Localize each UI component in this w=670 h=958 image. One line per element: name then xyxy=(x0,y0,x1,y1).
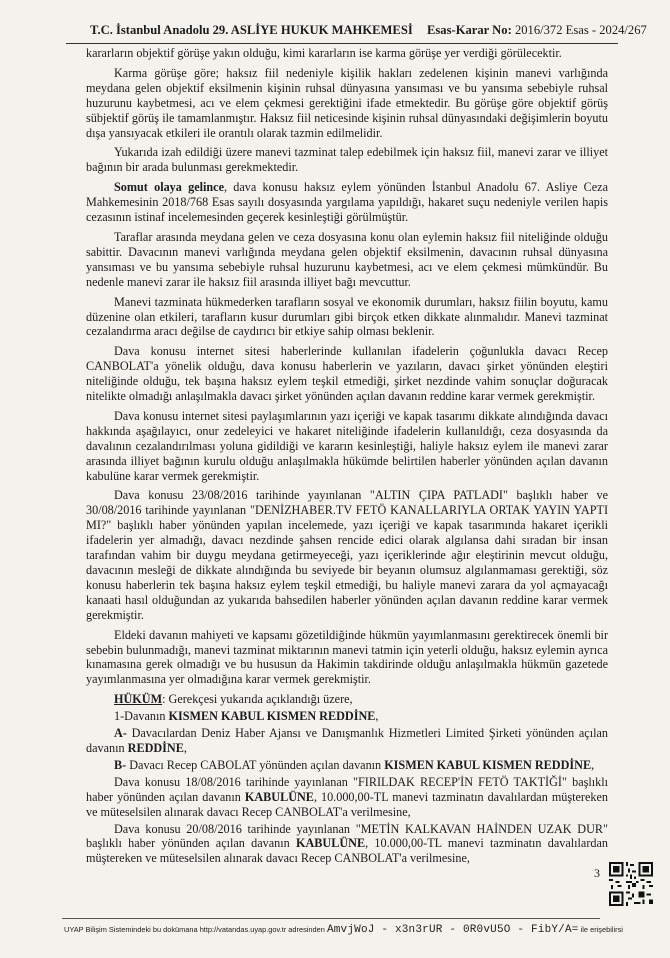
verdict-label: HÜKÜM xyxy=(114,692,163,707)
verdict-item-news-2 xyxy=(86,822,608,867)
paragraph-5: Taraflar arasında meydana gelen ve ceza dosyasına konu olan eylemin haksız fiil niteliğinde olduğu sabittir. Davacının manevi varlığında meydana gelen objektif eksilmenin, davacının ruhsal dünyasına yansıması ve bu yansıma sebebiyle ruhsal huzurunu kaybetmesi, acı ve elem çekmesi mümkündür. Bu nedenle manevi zarar ile haksız fiil arasında illiyet bağı mevcuttur. xyxy=(86,229,608,289)
item-letter: A- xyxy=(114,726,127,741)
bold-phrase: Somut olaya gelince xyxy=(114,180,224,195)
verdict-item-text: 1-Davanın xyxy=(114,709,169,724)
case-number xyxy=(427,23,647,38)
verdict-item-1 xyxy=(86,709,608,724)
verdict-item-text: , 10.000,00-TL manevi tazminatın davalılardan müştereken ve müteselsilen alınarak davacı Recep CANBOLAT'a verilmesine, xyxy=(86,789,608,819)
item-letter: B- xyxy=(114,757,127,772)
paragraph-7: Dava konusu internet sitesi haberlerinde kullanılan ifadelerin çoğunlukla davacı Recep CANBOLAT'a yönelik olduğu, dava konusu haberlerin ve yazıların, davacı şirket yönünden eleştiri niteliğinde olduğu, tek başına haksız eylem teşkil etmediği, şirket nezdinde vahim sonuçlar doğuracak nitelikte olmadığı anlaşılmakla davacı şirket yönünden açılan davanın reddine karar vermek gerekmiştir. xyxy=(86,344,608,404)
paragraph-3: Yukarıda izah edildiği üzere manevi tazminat talep edebilmek için haksız fiil, manevi zarar ve illiyet bağının bir arada bulunması gerekmektedir. xyxy=(86,145,608,175)
paragraph-1: kararların objektif görüşe yakın olduğu, kimi kararların ise karma görüşe yer verdiği görülecektir. xyxy=(86,46,562,60)
document-body xyxy=(86,46,608,868)
footer-prefix: UYAP Bilişim Sistemindeki bu dokümana http://vatandas.uyap.gov.tr adresinden xyxy=(64,925,325,934)
verdict-decision: REDDİNE xyxy=(127,740,184,755)
verdict-decision: KISMEN KABUL KISMEN REDDİNE xyxy=(384,757,592,772)
document-header xyxy=(66,21,647,44)
case-number-label: Esas-Karar No: xyxy=(427,23,512,37)
verdict-item-text: , 10.000,00-TL manevi tazminatın davalılardan müştereken ve müteselsilen alınarak davacı Recep CANBOLAT'a verilmesine, xyxy=(86,836,608,866)
court-name: T.C. İstanbul Anadolu 29. ASLİYE HUKUK MAHKEMESİ xyxy=(90,23,413,37)
paragraph-text: , dava konusu haksız eylem yönünden İstanbul Anadolu 67. Asliye Ceza Mahkemesinin 2018/768 Esas sayılı dosyasında yargılama yapıldığı, hakaret suçu nedeniyle verilen hapis cezasının istinaf incelemesinden geçerek kesinleştiği görülmüştür. xyxy=(86,180,609,225)
verdict-text: : Gerekçesi yukarıda açıklandığı üzere, xyxy=(162,692,353,707)
case-number-value: 2016/372 Esas - 2024/267 xyxy=(514,23,647,37)
verdict-decision: KISMEN KABUL KISMEN REDDİNE xyxy=(168,709,376,724)
verdict-item-text: , xyxy=(375,709,379,724)
verification-code: AmvjWoJ - x3n3rUR - 0R0vU5O - FibY/A= xyxy=(326,924,579,936)
verdict-item-text: Davacılardan Deniz Haber Ajansı ve Danışmanlık Hizmetleri Limited Şirketi yönünden açılan davanın xyxy=(86,726,608,755)
qr-code-icon xyxy=(609,862,653,906)
paragraph-8: Dava konusu internet sitesi paylaşımlarının yazı içeriği ve kapak tasarımı dikkate alındığında davacı hakkında aşağılayıcı, onur zedeleyici ve hakaret niteliğinde ifadelerin kullanıldığı, ceza dosyasında da davalının cezalandırılması yoluna gidildiği ve kararın kesinleştiği, haliyle haksız eylem ile manevi zarar arasında illiyet bağının kurulu olduğu anlaşılmakla hükümde belirtilen haberler yönünden açılan davanın kabulüne karar vermek gerekmiştir. xyxy=(86,408,608,483)
verdict-item-text: , xyxy=(183,740,187,755)
verdict-decision: KABULÜNE xyxy=(296,836,366,851)
footer-suffix: ile erişebilirsi xyxy=(580,925,623,934)
verdict-item-text: Dava konusu 18/08/2016 tarihinde yayınlanan "FIRILDAK RECEP'İN FETÖ TAKTİĞİ" başlıklı haber yönünden açılan davanın xyxy=(86,774,608,804)
paragraph-4 xyxy=(86,180,608,225)
paragraph-2: Karma görüşe göre; haksız fiil nedeniyle kişilik hakları zedelenen kişinin manevi varlığında meydana gelen objektif eksilmenin kişinin ruhsal dünyasına yansıması ve bu yansıma sebebiyle ruhsal huzurunu kaybetmesi, acı ve elem çekmesi gerektiğini ifade etmektedir. Bu görüşe göre objektif görüş sübjektif görüş ile tamamlanmıştır. Haksız fiil neticesinde kişinin ruhsal dünyasındaki değişimlerin boyutu dışa yansıyacak etkileri ile orantılı olarak tazmin edilmelidir. xyxy=(86,65,608,140)
verdict-item-b xyxy=(86,758,608,773)
paragraph-10: Eldeki davanın mahiyeti ve kapsamı gözetildiğinde hükmün yayımlanmasını gerektirecek önemli bir sebebin bulunmadığı, manevi tazminat miktarının manevi tatmin için yeterli olduğu, haksız eylemin ayrıca kınamasına gerek olmadığı ve bu hususun da Hakimin takdirinde olduğu anlaşılmakla hükmün gazetede yayımlanmasına yer olmadığına karar vermek gerekmiştir. xyxy=(86,627,608,687)
verdict-heading xyxy=(86,692,608,707)
footer-divider xyxy=(62,918,600,919)
paragraph-9: Dava konusu 23/08/2016 tarihinde yayınlanan "ALTIN ÇIPA PATLADI" başlıklı haber ve 30/08/2016 tarihinde yayınlanan "DENİZHABER.TV FETÖ KANALLARIYLA ORTAK YAYIN YAPTI MI?" başlıklı haber yönünden yapılan incelemede, yazı içeriği ve kapak tasarımında hakaret içerikli ifadelerin yer almadığı, davacı nezdinde şahsen rencide edici olarak algılansa dahi sıradan bir insan tarafından vahim bir duygu meydana getirmeyeceği, yazı içeriklerinde ağır eleştirinin mevcut olduğu, davacının mesleği de dikkate alındığında bu seviyede bir beyanın olumsuz algılanmaması gerektiği, söz konusu haberlerin tek başına haksız eylem teşkil etmediği, bu haliyle manevi zarara da yol açmayacağı kanaati hasıl olduğundan az yukarıda bahsedilen haberler yönünden açılan davanın reddine karar vermek gerekmiştir. xyxy=(86,488,608,622)
page-number: 3 xyxy=(594,866,600,880)
paragraph-6: Manevi tazminata hükmederken tarafların sosyal ve ekonomik durumları, haksız fiilin boyutu, kamu düzenine olan etkileri, tarafların kusur durumları gibi birçok etken dikkate alınmalıdır. Manevi tazminat cezalandırma aracı değilse de caydırıcı bir etkiye sahip olması beklenir. xyxy=(86,294,608,339)
verdict-item-text: Davacı Recep CABOLAT yönünden açılan davanın xyxy=(126,757,385,772)
verdict-item-a xyxy=(86,726,608,756)
verdict-decision: KABULÜNE xyxy=(244,789,314,804)
footer xyxy=(64,924,670,936)
verdict-item-text: , xyxy=(591,757,595,772)
verdict-item-news-1 xyxy=(86,775,608,820)
verdict-item-text: Dava konusu 20/08/2016 tarihinde yayınlanan "METİN KALKAVAN HAİNDEN UZAK DUR" başlıklı haber yönünden açılan davanın xyxy=(86,821,608,851)
